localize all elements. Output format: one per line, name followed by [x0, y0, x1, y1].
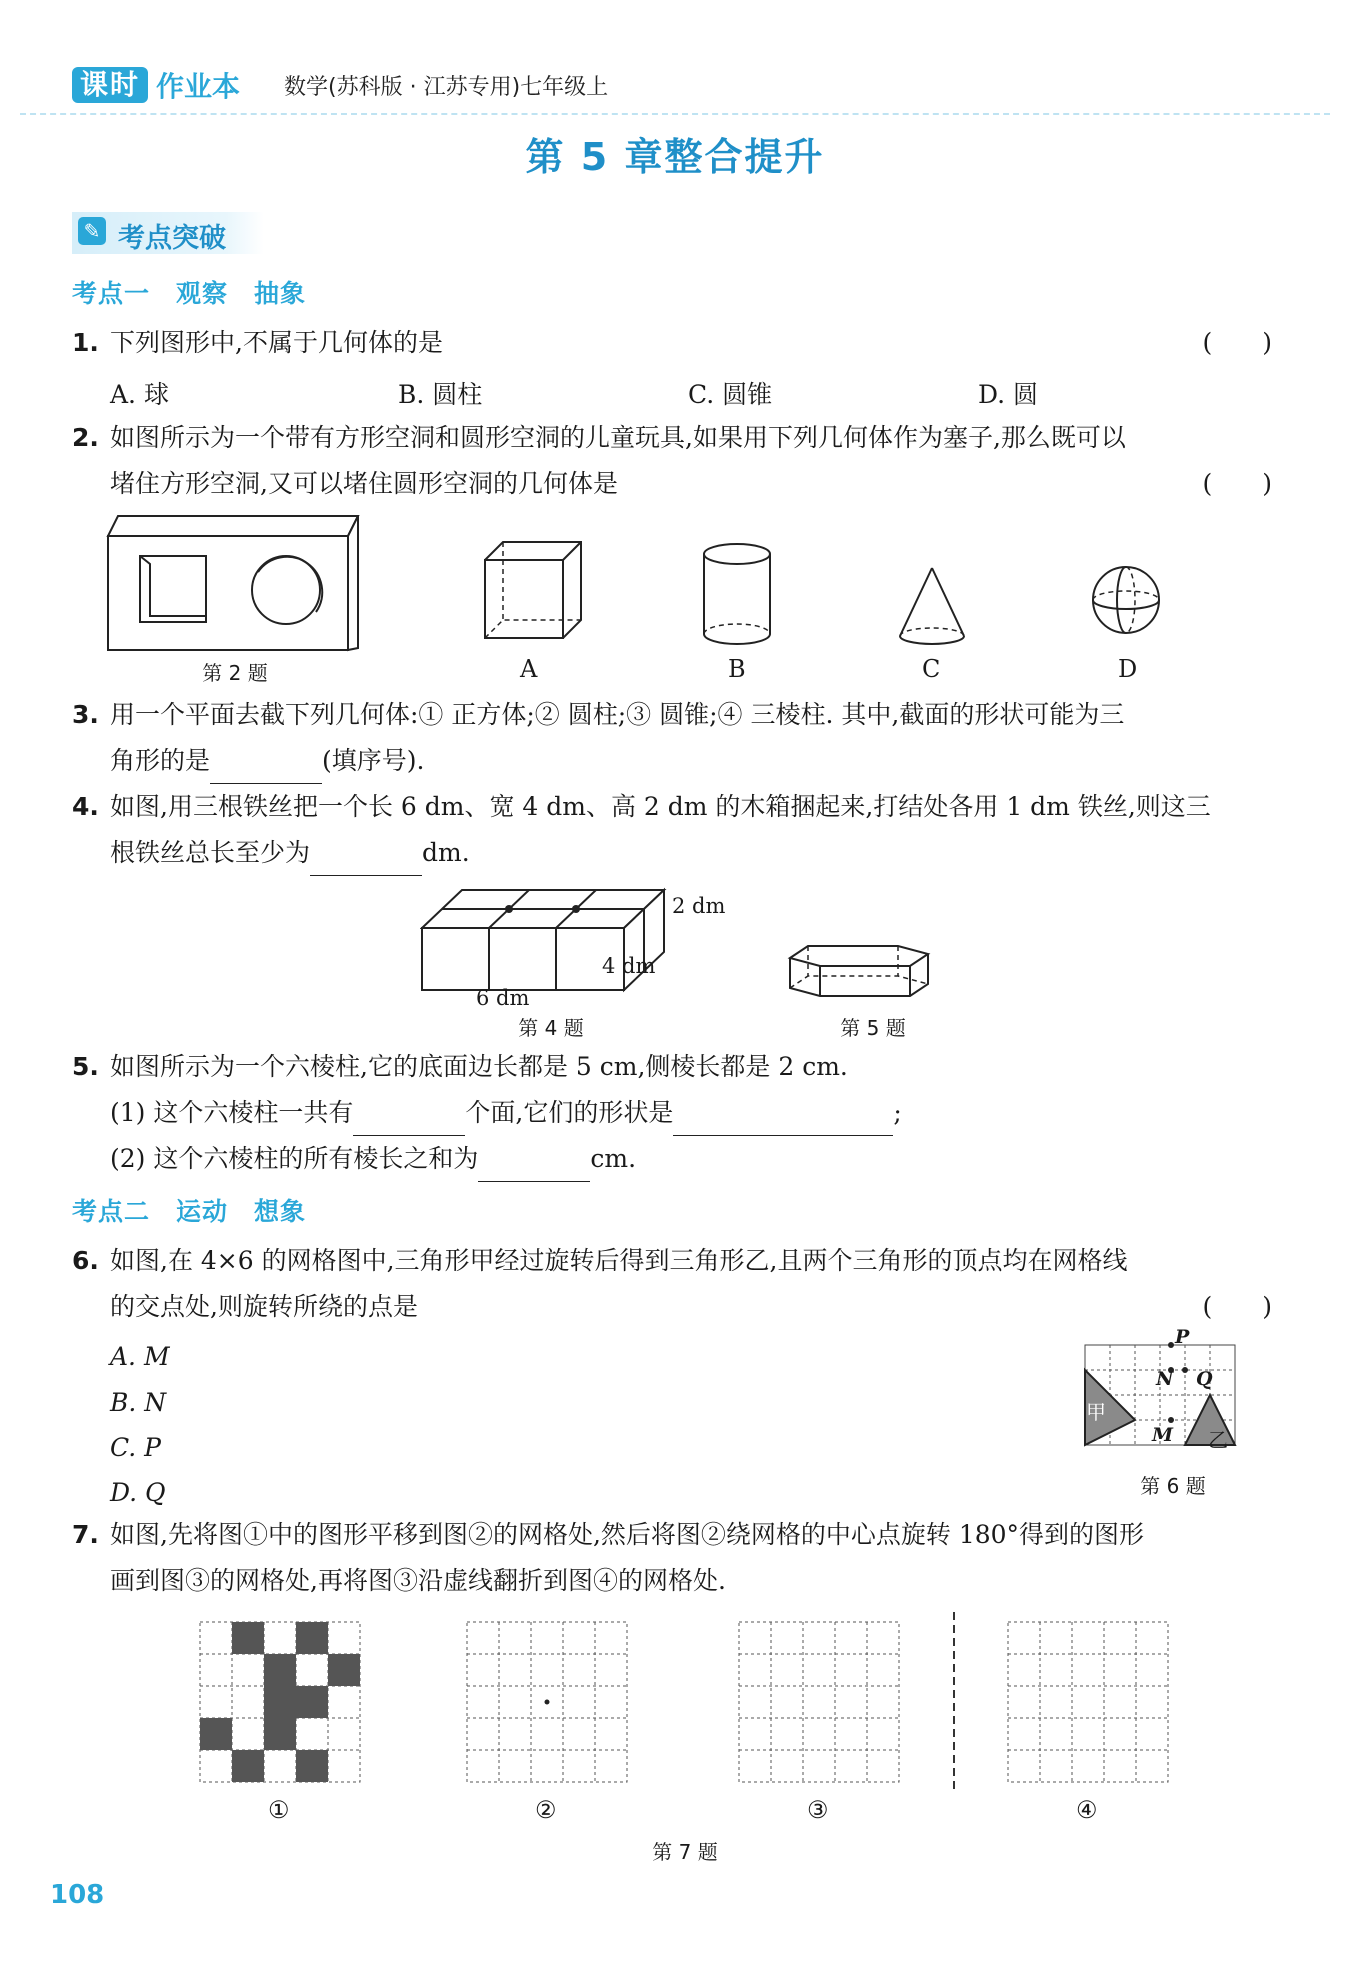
question-text: 根铁丝总长至少为: [110, 838, 311, 867]
kaodian-heading-2: 考点二 运动 想象: [72, 1197, 307, 1226]
q6-grid-figure: [1080, 1340, 1280, 1470]
question-4-line2: [110, 830, 470, 876]
figure-caption: 第 4 题: [518, 1016, 584, 1040]
question-number: 3.: [72, 700, 99, 729]
point-label-m: M: [1152, 1424, 1174, 1446]
page-number: 108: [50, 1880, 105, 1910]
point-label-n: N: [1156, 1368, 1174, 1390]
answer-blank[interactable]: [210, 757, 322, 784]
question-7: [72, 1512, 1272, 1558]
kaodian-heading-1: 考点一 观察 抽象: [72, 279, 307, 308]
header-divider: [20, 113, 1330, 115]
option-b: B. 圆柱: [398, 380, 483, 409]
question-3-line2: [110, 738, 424, 784]
cube-figure: [485, 542, 581, 638]
answer-paren: ( ): [1202, 1292, 1272, 1321]
option-c: C. 圆锥: [688, 380, 773, 409]
figure-label-c: C: [922, 655, 941, 683]
option-a: A. M: [110, 1342, 170, 1371]
question-text: 下列图形中,不属于几何体的是: [110, 328, 443, 357]
logo-text: 作业本: [156, 70, 241, 103]
question-text: (填序号).: [322, 746, 425, 775]
figure-label-4: ④: [1076, 1796, 1098, 1824]
book-logo: [72, 66, 240, 104]
point-label-q: Q: [1196, 1368, 1213, 1390]
figure-label-1: ①: [268, 1796, 290, 1824]
question-number: 4.: [72, 792, 99, 821]
point-label-p: P: [1175, 1326, 1190, 1348]
question-text-line1: 如图,在 4×6 的网格图中,三角形甲经过旋转后得到三角形乙,且两个三角形的顶点均在网格线: [110, 1246, 1128, 1275]
logo-mark: 课时: [72, 67, 148, 103]
question-4: [72, 784, 1272, 830]
figure-caption: 第 6 题: [1140, 1474, 1206, 1498]
figure-label-d: D: [1118, 655, 1138, 683]
question-text-line1: 用一个平面去截下列几何体:① 正方体;② 圆柱;③ 圆锥;④ 三棱柱. 其中,截面的形状可能为三: [110, 700, 1125, 729]
question-text: dm.: [422, 838, 470, 867]
question-number: 6.: [72, 1246, 99, 1275]
question-3: [72, 692, 1272, 738]
figure-caption: 第 5 题: [840, 1016, 906, 1040]
point-m: [1168, 1417, 1174, 1423]
question-text-line2: 画到图③的网格处,再将图③沿虚线翻折到图④的网格处.: [110, 1566, 726, 1595]
option-d: D. 圆: [978, 380, 1039, 409]
question-text-line1: 如图所示为一个带有方形空洞和圆形空洞的儿童玩具,如果用下列几何体作为塞子,那么既可以: [110, 423, 1126, 452]
triangle-label-yi: 乙: [1208, 1428, 1228, 1452]
pencil-icon: ✎: [78, 217, 106, 245]
section-title: 考点突破: [118, 223, 226, 254]
grid-figure-2: [467, 1622, 627, 1782]
point-p: [1168, 1342, 1174, 1348]
center-point: [545, 1700, 550, 1705]
cone-figure: [900, 568, 964, 644]
question-2: [72, 415, 1272, 461]
question-number: 7.: [72, 1520, 99, 1549]
cylinder-figure: [704, 544, 770, 644]
figure-caption: 第 2 题: [202, 661, 268, 685]
triangle-label-jia: 甲: [1086, 1400, 1106, 1424]
chapter-title: 第 5 章整合提升: [525, 135, 825, 179]
hexagonal-prism-figure: [790, 946, 928, 996]
figure-label-3: ③: [807, 1796, 829, 1824]
answer-blank[interactable]: [478, 1155, 590, 1182]
option-c: C. P: [110, 1433, 161, 1462]
toy-box-figure: [108, 516, 358, 650]
answer-blank[interactable]: [673, 1109, 893, 1136]
option-b: B. N: [110, 1388, 167, 1417]
answer-blank[interactable]: [310, 849, 422, 876]
question-text-line1: 如图,先将图①中的图形平移到图②的网格处,然后将图②绕网格的中心点旋转 180°得到的图形: [110, 1520, 1145, 1549]
figure-label-2: ②: [535, 1796, 557, 1824]
grid-figure-3: [739, 1622, 899, 1782]
figure-label-a: A: [520, 655, 538, 683]
question-text: 如图所示为一个六棱柱,它的底面边长都是 5 cm,侧棱长都是 2 cm.: [110, 1052, 848, 1081]
question-text-line2: 的交点处,则旋转所绕的点是: [110, 1292, 418, 1321]
question-number: 1.: [72, 328, 99, 357]
knot-dot: [572, 905, 580, 913]
dimension-height: 2 dm: [672, 894, 726, 918]
question-text-line2: 堵住方形空洞,又可以堵住圆形空洞的几何体是: [110, 469, 618, 498]
answer-paren: ( ): [1202, 328, 1272, 357]
question-6: [72, 1238, 1272, 1284]
answer-paren: ( ): [1202, 469, 1272, 498]
question-text: 角形的是: [110, 746, 211, 775]
dimension-width: 4 dm: [602, 954, 656, 978]
question-text: cm.: [590, 1144, 637, 1173]
dimension-length: 6 dm: [476, 986, 530, 1010]
book-subtitle: 数学(苏科版 · 江苏专用)七年级上: [284, 75, 609, 100]
knot-dot: [505, 905, 513, 913]
sphere-figure: [1093, 567, 1159, 633]
section-banner: [72, 212, 264, 254]
option-d: D. Q: [110, 1478, 166, 1507]
option-a: A. 球: [110, 380, 169, 409]
q7-figure: [190, 1612, 1200, 1792]
question-text-line1: 如图,用三根铁丝把一个长 6 dm、宽 4 dm、高 2 dm 的木箱捆起来,打结处各用 1 dm 铁丝,则这三: [110, 792, 1211, 821]
grid-figure-4: [1008, 1622, 1168, 1782]
question-text: (1) 这个六棱柱一共有: [110, 1098, 354, 1127]
question-text: ;: [893, 1098, 902, 1127]
question-number: 5.: [72, 1052, 99, 1081]
question-1: [72, 320, 1272, 366]
question-number: 2.: [72, 423, 99, 452]
question-5: [72, 1044, 1272, 1090]
figure-caption: 第 7 题: [652, 1840, 718, 1864]
question-5-part2: [110, 1136, 636, 1182]
question-5-part1: [110, 1090, 902, 1136]
point-q: [1182, 1367, 1188, 1373]
figure-label-b: B: [728, 655, 746, 683]
question-text: (2) 这个六棱柱的所有棱长之和为: [110, 1144, 479, 1173]
grid-figure-1: [200, 1622, 360, 1782]
question-text: 个面,它们的形状是: [465, 1098, 674, 1127]
answer-blank[interactable]: [353, 1109, 465, 1136]
